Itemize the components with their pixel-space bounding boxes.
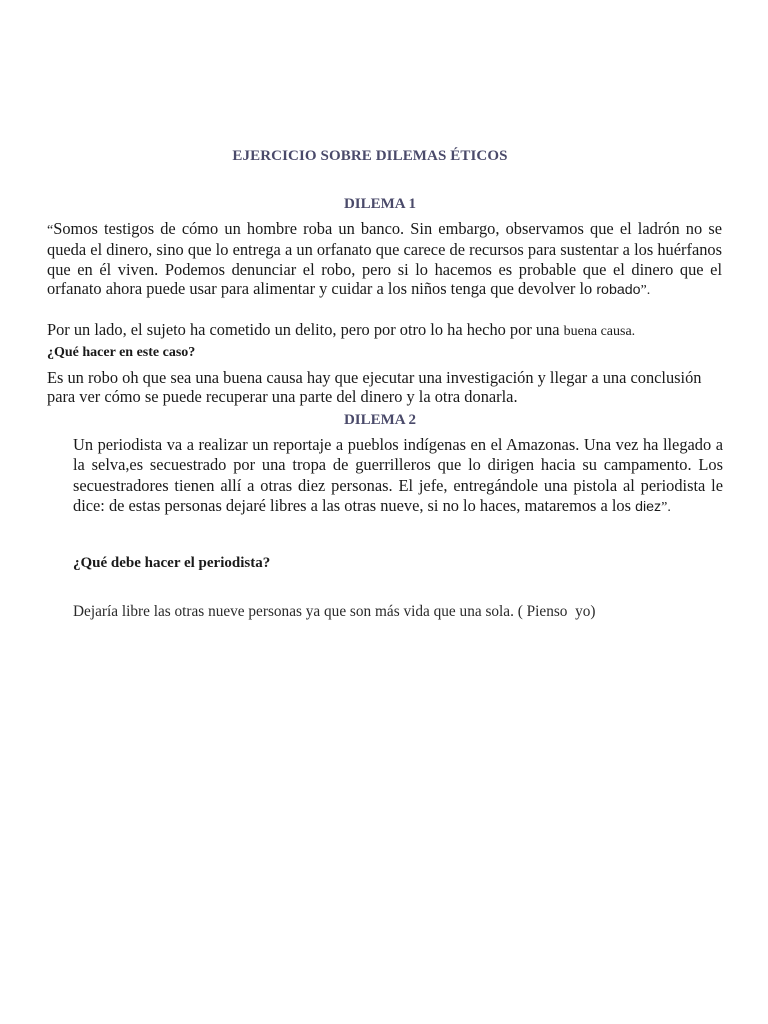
dilema-1-reflection-text: Por un lado, el sujeto ha cometido un delito, pero por otro lo ha hecho por una [47,320,564,339]
dilema-1-quote-last-word: robado [596,281,641,298]
quote-close-mark: ”. [640,282,651,298]
document-title: EJERCICIO SOBRE DILEMAS ÉTICOS [232,148,508,164]
dilema-2-paragraph [73,435,723,518]
dilema-1-paragraph [47,219,722,300]
dilema-2-text: Un periodista va a realizar un reportaje a pueblos indígenas en el Amazonas. Una vez ha llegado a la selva,es secuestrado por una tropa de guerrilleros que lo dirigen hacia su campamento. Los secuestradores tienen allí a otras diez personas. El jefe, entregándole una pistola al periodista le dice: de estas personas dejaré libres a las otras nueve, si no lo haces, mataremos a los [73,435,723,515]
dilema-1-answer: Es un robo oh que sea una buena causa hay que ejecutar una investigación y llegar a una conclusión para ver cómo se puede recuperar una parte del dinero y la otra donarla. [47,368,702,407]
quote-open-mark: “ [47,223,54,238]
dilema-1-heading: DILEMA 1 [343,196,417,212]
dilema-1-question: ¿Qué hacer en este caso? [47,345,196,360]
dilema-2-last-word: diez [635,498,662,515]
dilema-2-question: ¿Qué debe hacer el periodista? [73,555,271,571]
quote-close-mark: ”. [661,499,671,515]
dilema-2-heading: DILEMA 2 [343,412,417,428]
dilema-1-reflection-end: buena causa. [563,324,636,339]
dilema-2-answer: Dejaría libre las otras nueve personas ya que son más vida que una sola. ( Pienso yo) [73,603,596,620]
dilema-1-quote-text: Somos testigos de cómo un hombre roba un banco. Sin embargo, observamos que el ladrón no se queda el dinero, sino que lo entrega a un orfanato que carece de recursos para sustentar a los huérfanos que en él viven. Podemos denunciar el robo, pero si lo hacemos es probable que el dinero que el orfanato ahora puede usar para alimentar y cuidar a los niños tenga que devolver lo [47,219,722,298]
dilema-1-reflection [47,320,722,341]
